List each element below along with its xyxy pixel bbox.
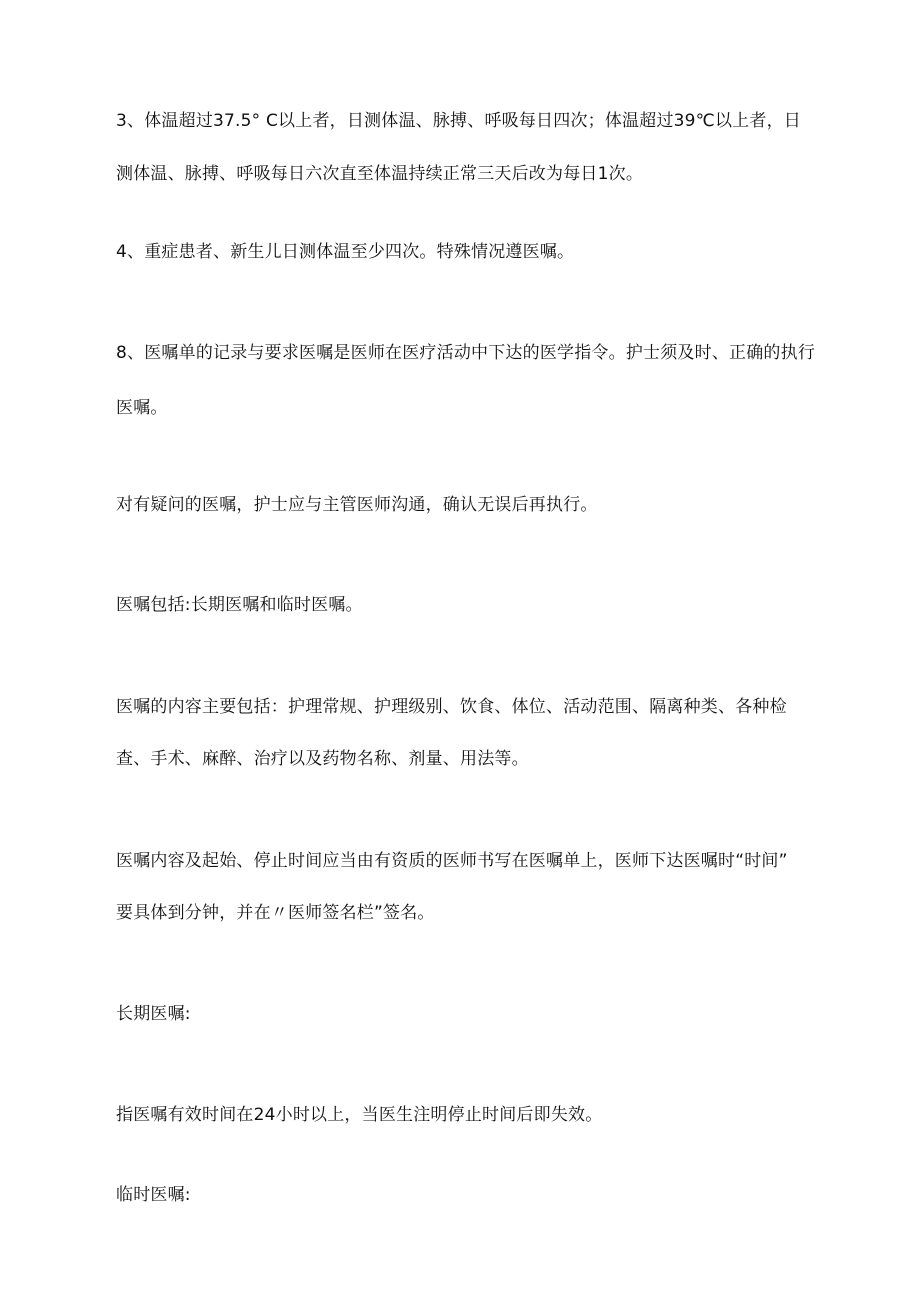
text-line: 测体温、脉搏、呼吸每日六次直至体温持续正常三天后改为每日1次。	[116, 164, 644, 184]
text-line: 3、体温超过37.5° C以上者，日测体温、脉搏、呼吸每日四次；体温超过39℃以上者，日	[116, 111, 801, 131]
text-line: 对有疑问的医嘱，护士应与主管医师沟通，确认无误后再执行。	[116, 495, 598, 515]
text-line: 长期医嘱:	[116, 1004, 191, 1024]
text-line: 医嘱包括:长期医嘱和临时医嘱。	[116, 595, 363, 615]
text-line: 医嘱的内容主要包括：护理常规、护理级别、饮食、体位、活动范围、隔离种类、各种检	[116, 697, 787, 717]
text-line: 查、手术、麻醉、治疗以及药物名称、剂量、用法等。	[116, 749, 529, 769]
text-line: 医嘱。	[116, 398, 168, 418]
text-line: 指医嘱有效时间在24小时以上，当医生注明停止时间后即失效。	[116, 1105, 603, 1125]
text-line: 4、重症患者、新生儿日测体温至少四次。特殊情况遵医嘱。	[116, 242, 575, 262]
text-line: 要具体到分钟，并在〃医师签名栏”签名。	[116, 903, 435, 923]
text-line: 临时医嘱:	[116, 1185, 191, 1205]
text-line: 医嘱内容及起始、停止时间应当由有资质的医师书写在医嘱单上，医师下达医嘱时“时间”	[116, 851, 788, 871]
text-line: 8、医嘱单的记录与要求医嘱是医师在医疗活动中下达的医学指令。护士须及时、正确的执行	[116, 343, 816, 363]
